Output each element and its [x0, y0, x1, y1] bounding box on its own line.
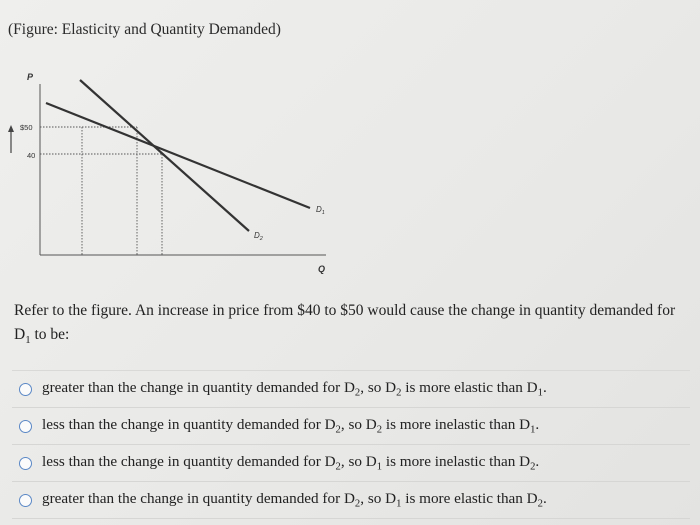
answer-option-4[interactable]	[12, 482, 690, 519]
d1-label: $D_1$	[316, 205, 325, 216]
elasticity-figure	[0, 62, 360, 287]
answer-option-label: greater than the change in quantity demanded for $D_2$, so $D_2$ is more elastic than $D_1$.	[42, 379, 547, 399]
demand-curve-d2	[80, 80, 249, 231]
question-line-2: $D_1$ to be:	[14, 326, 70, 346]
demand-curve-d1	[46, 103, 310, 208]
price-40-label: 40	[27, 151, 36, 160]
answer-option-label: less than the change in quantity demanded for $D_2$, so $D_2$ is more inelastic than $D_1$.	[42, 416, 540, 436]
radio-button-icon[interactable]	[19, 383, 32, 396]
answer-option-label: less than the change in quantity demanded for $D_2$, so $D_1$ is more inelastic than $D_2$.	[42, 453, 540, 473]
answer-options	[12, 370, 690, 519]
answer-option-3[interactable]	[12, 445, 690, 482]
radio-button-icon[interactable]	[19, 494, 32, 507]
question-title: (Figure: Elasticity and Quantity Demanded)	[8, 21, 281, 38]
price-50-label: $50	[20, 123, 33, 132]
demand-curves-graph	[0, 62, 360, 287]
radio-button-icon[interactable]	[19, 420, 32, 433]
answer-option-label: greater than the change in quantity demanded for $D_2$, so $D_1$ is more elastic than $D_2$.	[42, 490, 547, 510]
answer-option-2[interactable]	[12, 408, 690, 445]
d2-label: $D_2$	[254, 231, 263, 242]
question-line-1: Refer to the figure. An increase in price from $40 to $50 would cause the change in quantity demanded for	[14, 302, 676, 319]
radio-button-icon[interactable]	[19, 457, 32, 470]
axis-q-label: Q	[318, 264, 326, 274]
answer-option-1[interactable]	[12, 370, 690, 408]
axis-p-label: P	[27, 72, 34, 82]
question-text	[14, 299, 690, 352]
arrow-head-icon	[8, 125, 14, 132]
